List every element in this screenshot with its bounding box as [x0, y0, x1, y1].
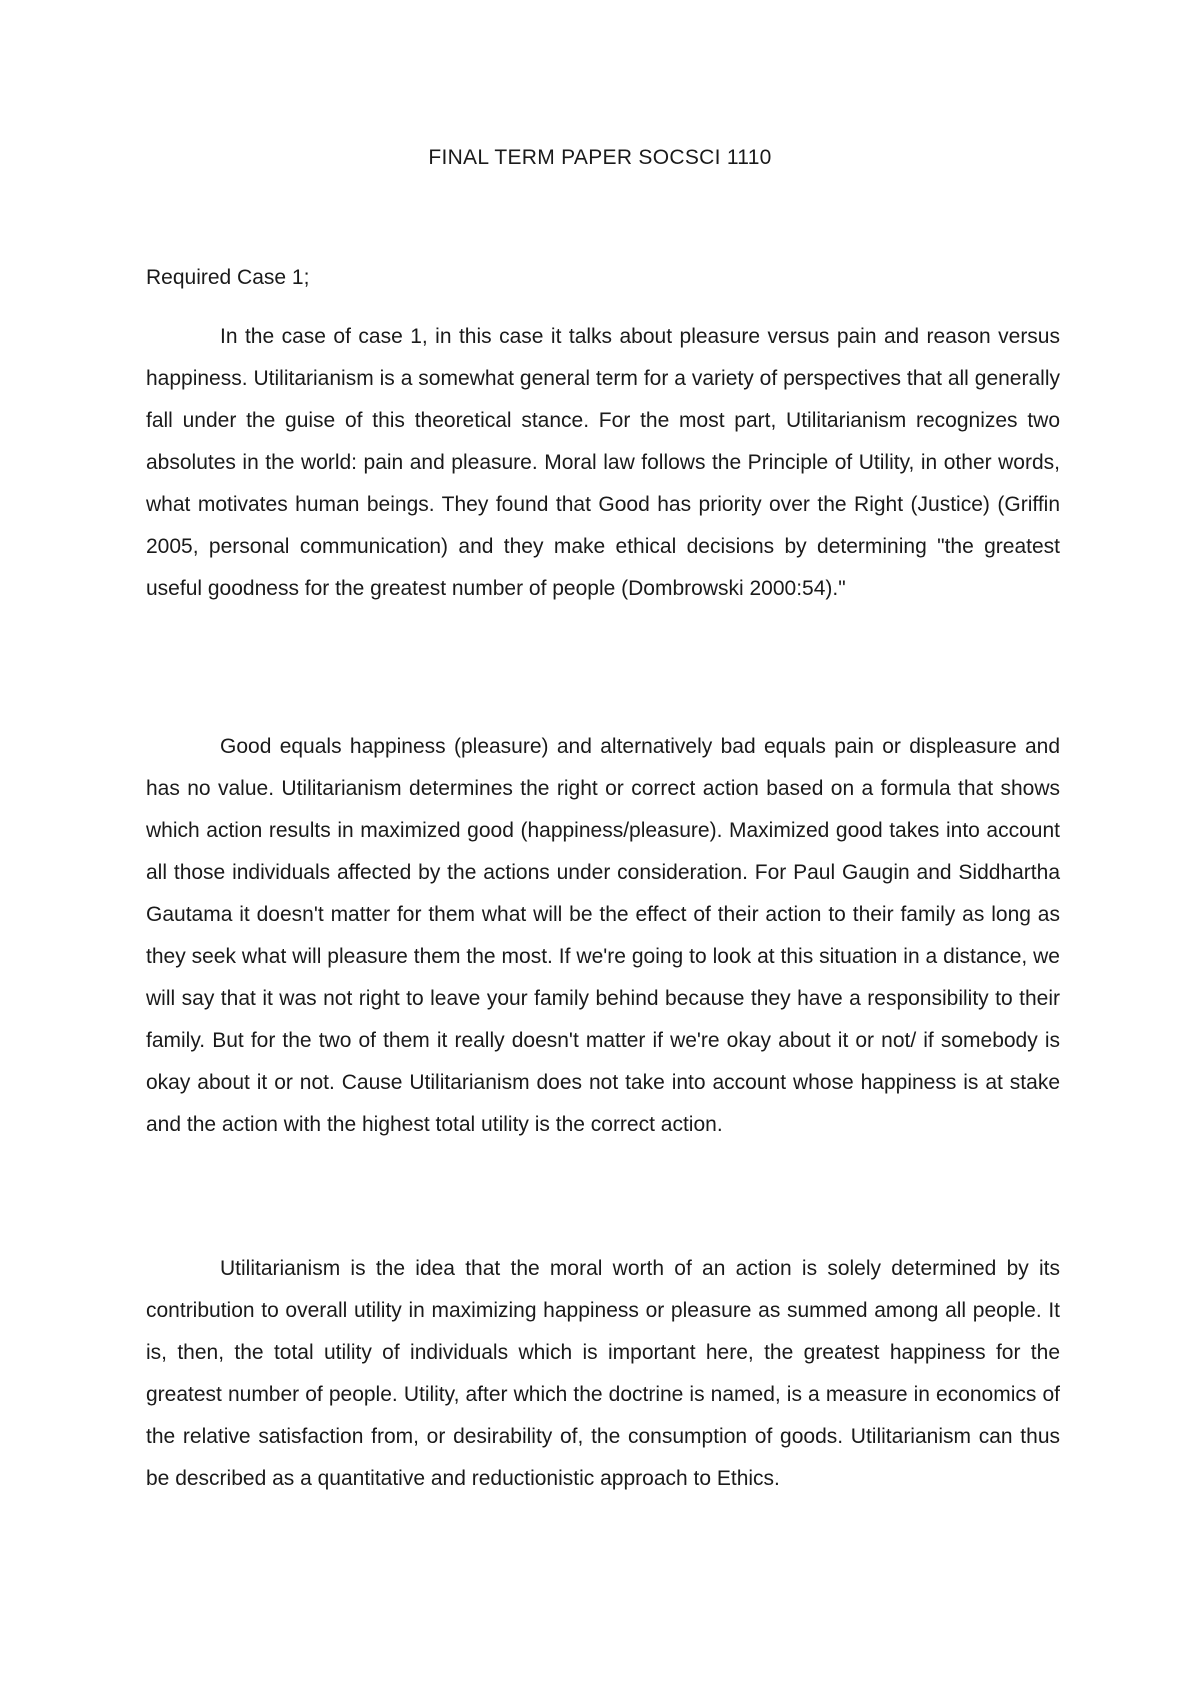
body-paragraph-1: In the case of case 1, in this case it talks about pleasure versus pain and reason versus happiness. Utilitarianism is a somewhat general term for a variety of perspectives that all generally fall under the guise of this theoretical stance. For the most part, Utilitarianism recognizes two absolutes in the world: pain and pleasure. Moral law follows the Principle of Utility, in other words, what motivates human beings. They found that Good has priority over the Right (Justice) (Griffin 2005, personal communication) and they make ethical decisions by determining "the greatest useful goodness for the greatest number of people (Dombrowski 2000:54)." — [146, 325, 1060, 600]
body-paragraph-2: Good equals happiness (pleasure) and alternatively bad equals pain or displeasure and has no value. Utilitarianism determines the right or correct action based on a formula that shows which action results in maximized good (happiness/pleasure). Maximized good takes into account all those individuals affected by the actions under consideration. For Paul Gaugin and Siddhartha Gautama it doesn't matter for them what will be the effect of their action to their family as long as they seek what will pleasure them the most. If we're going to look at this situation in a distance, we will say that it was not right to leave your family behind because they have a responsibility to their family. But for the two of them it really doesn't matter if we're okay about it or not/ if somebody is okay about it or not. Cause Utilitarianism does not take into account whose happiness is at stake and the action with the highest total utility is the correct action. — [146, 735, 1060, 1136]
case-heading: Required Case 1; — [146, 266, 310, 289]
body-paragraph-3: Utilitarianism is the idea that the moral worth of an action is solely determined by its contribution to overall utility in maximizing happiness or pleasure as summed among all people. It is, then, the total utility of individuals which is important here, the greatest happiness for the greatest number of people. Utility, after which the doctrine is named, is a measure in economics of the relative satisfaction from, or desirability of, the consumption of goods. Utilitarianism can thus be described as a quantitative and reductionistic approach to Ethics. — [146, 1257, 1060, 1490]
document-title: FINAL TERM PAPER SOCSCI 1110 — [428, 146, 772, 169]
